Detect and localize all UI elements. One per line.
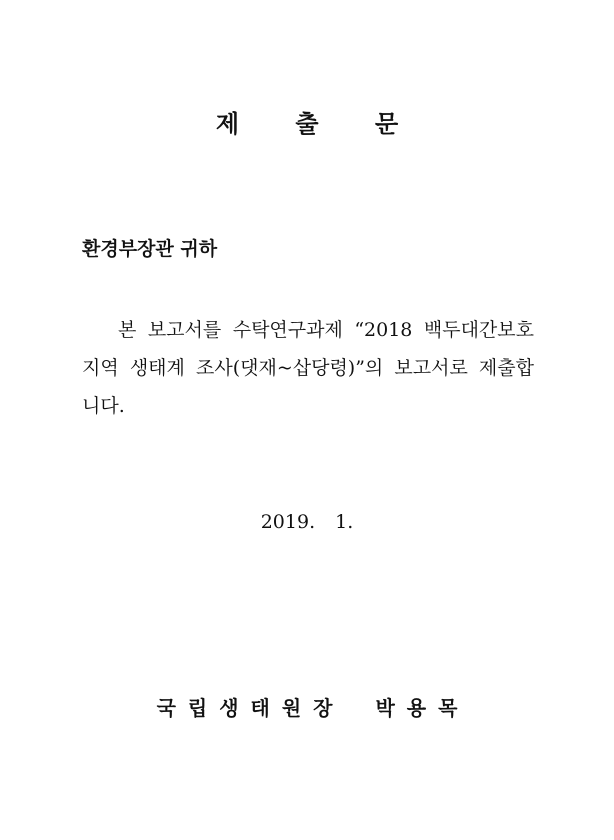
addressee-line: 환경부장관 귀하 bbox=[82, 238, 218, 260]
signer-line: 국립생태원장 박용목 bbox=[156, 696, 470, 720]
submission-date: 2019. 1. bbox=[260, 511, 354, 533]
submission-statement: 본 보고서를 수탁연구과제 “2018 백두대간보호지역 생태계 조사(댓재~삽당령)”의 보고서로 제출합니다. bbox=[82, 319, 534, 417]
document-title: 제 출 문 bbox=[215, 110, 423, 138]
